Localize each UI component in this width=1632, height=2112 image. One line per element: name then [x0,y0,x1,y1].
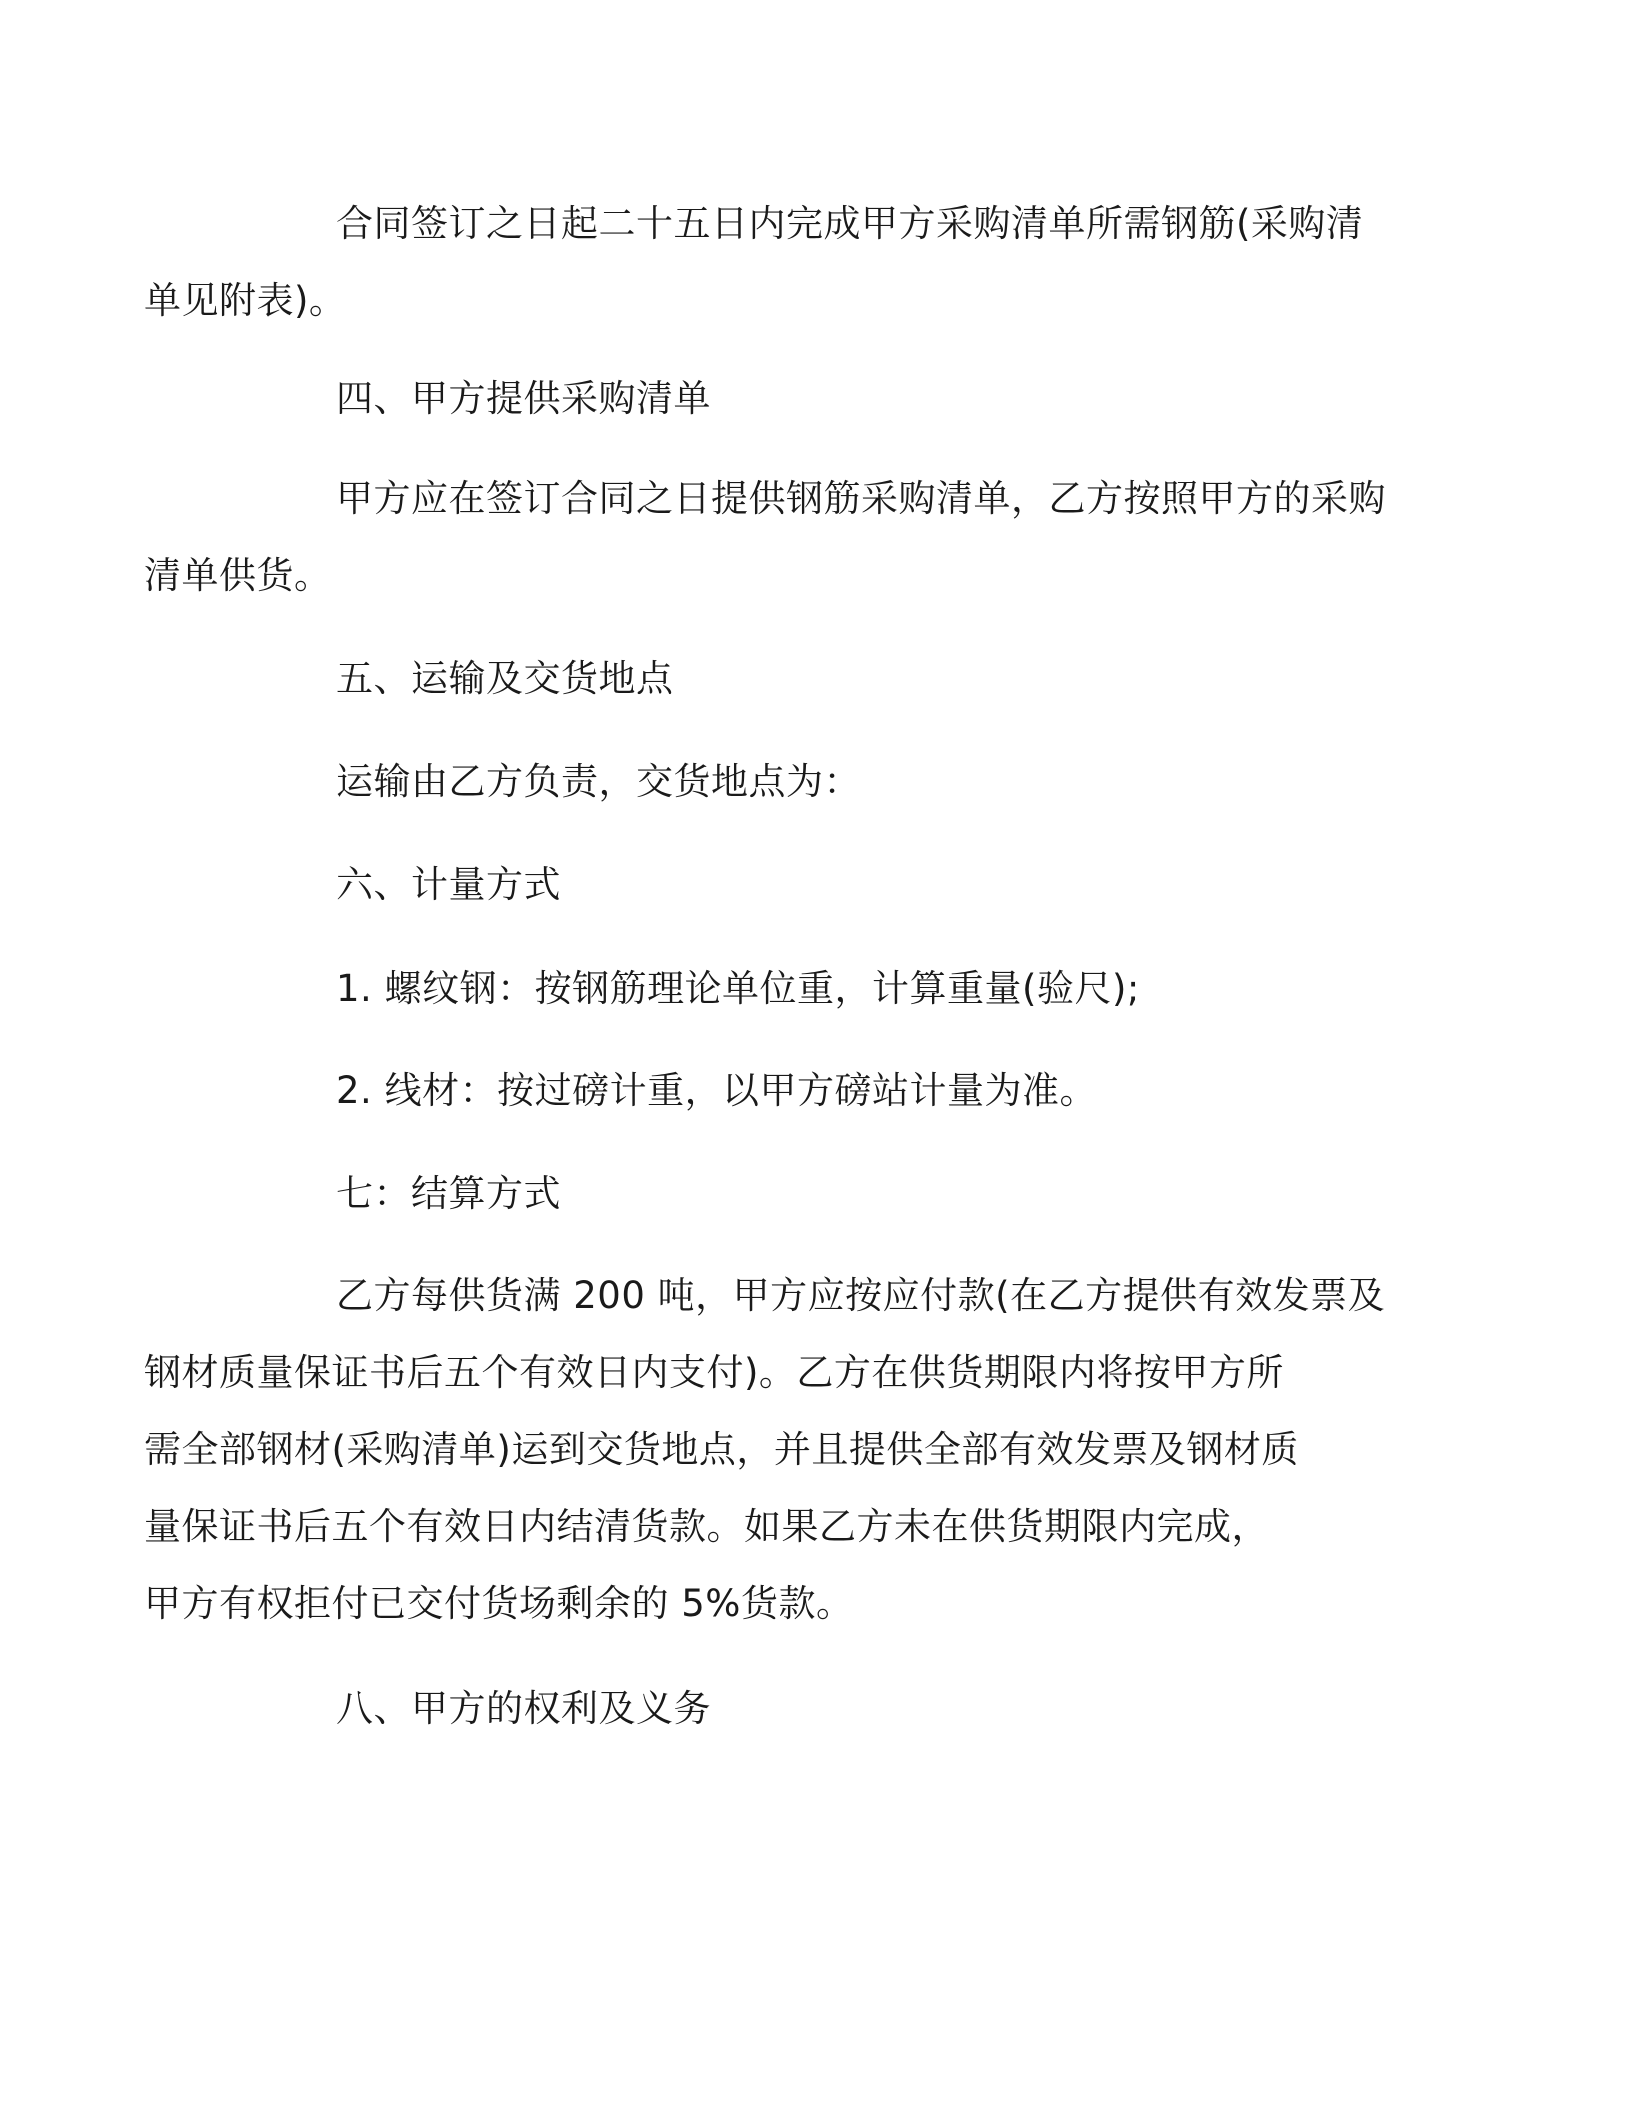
text-line: 运输由乙方负责，交货地点为： [336,760,861,803]
text-line: 钢材质量保证书后五个有效日内支付)。乙方在供货期限内将按甲方所 [144,1351,1284,1394]
text-line: 清单供货。 [144,554,332,597]
section-heading-7 [240,1155,1390,1232]
paragraph-delivery-term [144,185,1390,339]
text-line: 需全部钢材(采购清单)运到交货地点，并且提供全部有效发票及钢材质 [144,1428,1299,1471]
list-item-rebar [240,950,1390,1027]
text-line: 量保证书后五个有效日内结清货款。如果乙方未在供货期限内完成， [144,1505,1269,1548]
heading-text: 五、运输及交货地点 [336,657,674,700]
paragraph-settlement [144,1257,1390,1642]
section-heading-5 [240,640,1390,717]
text-line: 1. 螺纹钢：按钢筋理论单位重，计算重量(验尺); [336,967,1140,1010]
heading-text: 六、计量方式 [336,863,561,906]
section-heading-6 [240,846,1390,923]
paragraph-purchase-list [144,460,1390,614]
heading-text: 七：结算方式 [336,1172,561,1215]
section-heading-4 [240,360,1390,437]
text-line: 甲方应在签订合同之日提供钢筋采购清单，乙方按照甲方的采购 [336,477,1386,520]
text-line: 甲方有权拒付已交付货场剩余的 5%货款。 [144,1582,854,1625]
text-line: 2. 线材：按过磅计重，以甲方磅站计量为准。 [336,1069,1098,1112]
paragraph-transport [240,743,1390,820]
text-line: 单见附表)。 [144,279,347,322]
list-item-wire [240,1052,1390,1129]
heading-text: 四、甲方提供采购清单 [336,377,711,420]
section-heading-8 [240,1670,1390,1747]
text-line: 合同签订之日起二十五日内完成甲方采购清单所需钢筋(采购清 [336,202,1364,245]
heading-text: 八、甲方的权利及义务 [336,1687,711,1730]
text-line: 乙方每供货满 200 吨，甲方应按应付款(在乙方提供有效发票及 [336,1274,1386,1317]
